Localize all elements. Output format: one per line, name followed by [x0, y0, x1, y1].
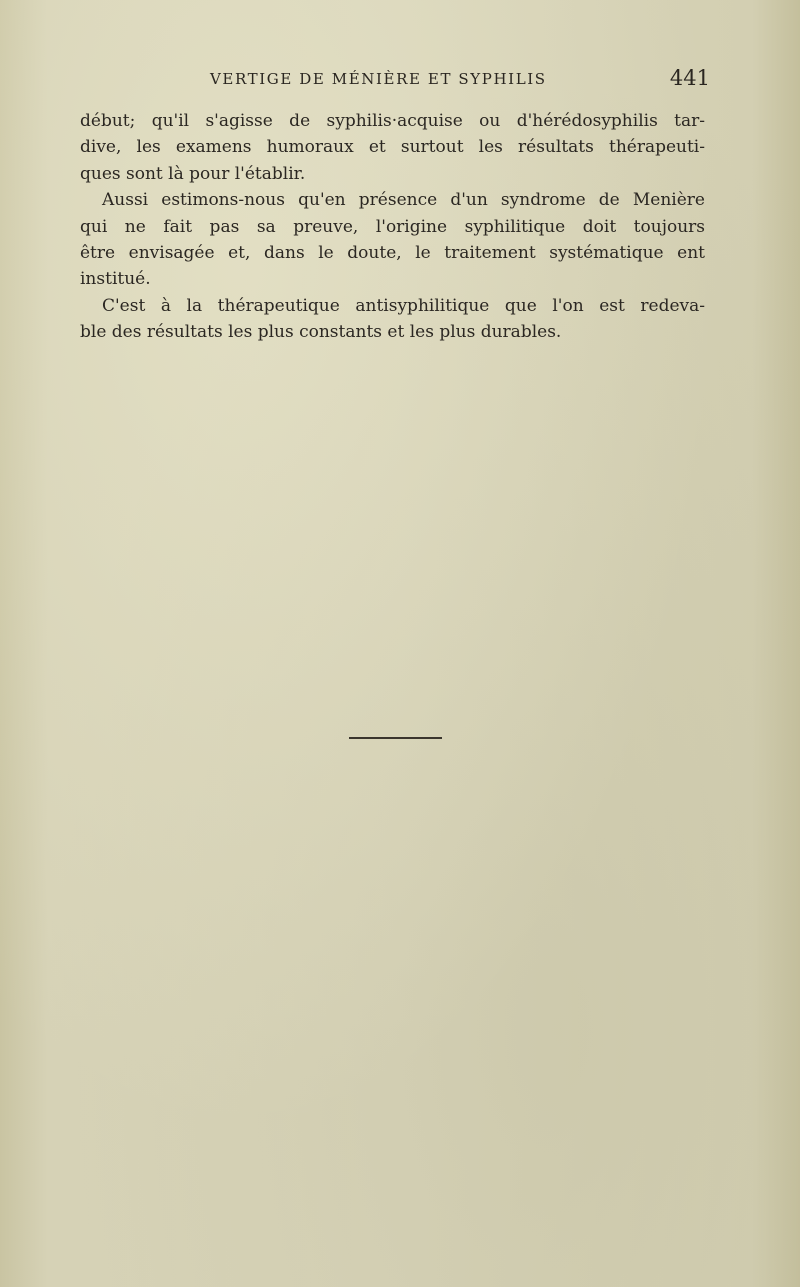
page-header: [210, 66, 710, 96]
text-line: début; qu'il s'agisse de syphilis·acquise ou d'hérédosyphilis tar-: [80, 111, 705, 131]
page-number: 441: [669, 66, 710, 90]
section-end-rule: [349, 737, 442, 739]
text-line: dive, les examens humoraux et surtout les résultats thérapeuti-: [80, 137, 705, 158]
text-line: qui ne fait pas sa preuve, l'origine syphilitique doit toujours: [80, 216, 705, 237]
text-line: ble des résultats les plus constants et les plus durables.: [80, 322, 562, 343]
text-line: Aussi estimons-nous qu'en présence d'un syndrome de Menière: [102, 190, 705, 211]
text-line: institué.: [80, 269, 151, 290]
body-text: [80, 108, 705, 346]
text-line: C'est à la thérapeutique antisyphilitique que l'on est redeva-: [102, 295, 705, 316]
running-title: VERTIGE DE MÉNIÈRE ET SYPHILIS: [210, 70, 547, 88]
text-line: être envisagée et, dans le doute, le traitement systématique ent: [80, 242, 705, 263]
text-line: ques sont là pour l'établir.: [80, 163, 306, 184]
